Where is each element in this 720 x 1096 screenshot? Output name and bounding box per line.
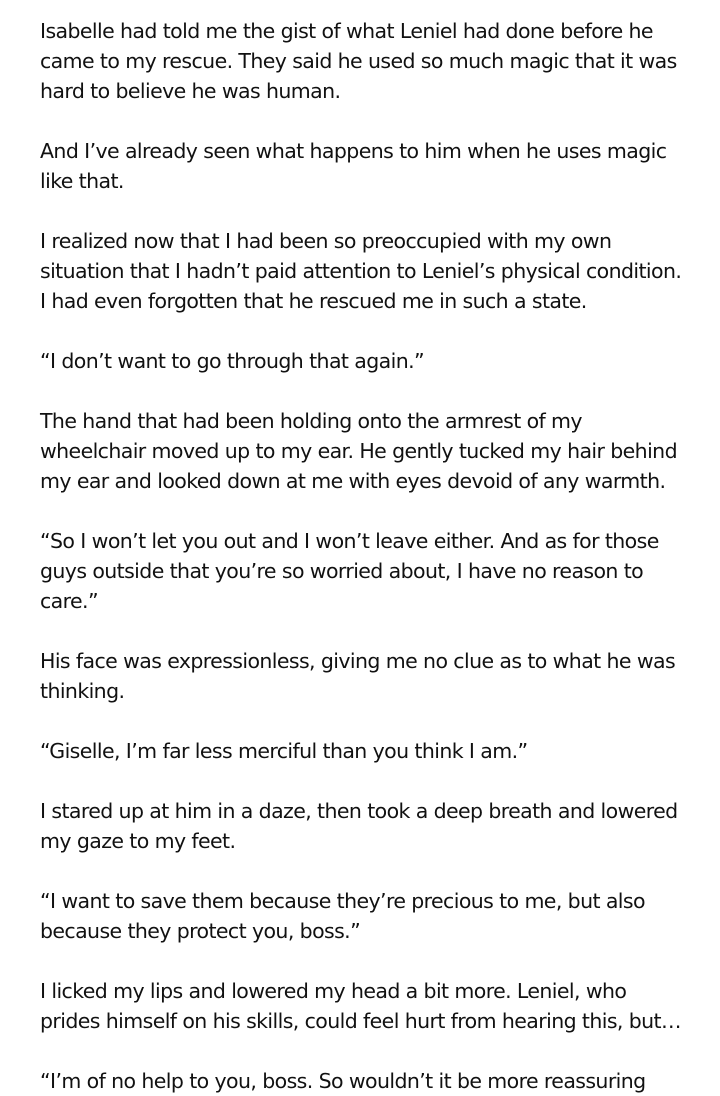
dialogue-paragraph: “I’m of no help to you, boss. So wouldn’t it be more reassuring: [40, 1069, 646, 1093]
dialogue-paragraph: “Giselle, I’m far less merciful than you think I am.”: [40, 739, 528, 763]
paragraph: I realized now that I had been so preoccupied with my own situation that I hadn’t paid attention to Leniel’s physical condition. I had even forgotten that he rescued me in such a state.: [40, 229, 682, 313]
chapter-text: [40, 16, 690, 1096]
paragraph: And I’ve already seen what happens to him when he uses magic like that.: [40, 139, 667, 193]
dialogue-paragraph: “So I won’t let you out and I won’t leave either. And as for those guys outside that you’re so worried about, I have no reason to care.”: [40, 529, 659, 613]
dialogue-paragraph: “I don’t want to go through that again.”: [40, 349, 425, 373]
paragraph: Isabelle had told me the gist of what Leniel had done before he came to my rescue. They said he used so much magic that it was hard to believe he was human.: [40, 19, 677, 103]
paragraph: The hand that had been holding onto the armrest of my wheelchair moved up to my ear. He gently tucked my hair behind my ear and looked down at me with eyes devoid of any warmth.: [40, 409, 677, 493]
dialogue-paragraph: “I want to save them because they’re precious to me, but also because they protect you, boss.”: [40, 889, 645, 943]
paragraph: I stared up at him in a daze, then took a deep breath and lowered my gaze to my feet.: [40, 799, 678, 853]
paragraph: His face was expressionless, giving me no clue as to what he was thinking.: [40, 649, 676, 703]
paragraph: I licked my lips and lowered my head a bit more. Leniel, who prides himself on his skills, could feel hurt from hearing this, but…: [40, 979, 681, 1033]
